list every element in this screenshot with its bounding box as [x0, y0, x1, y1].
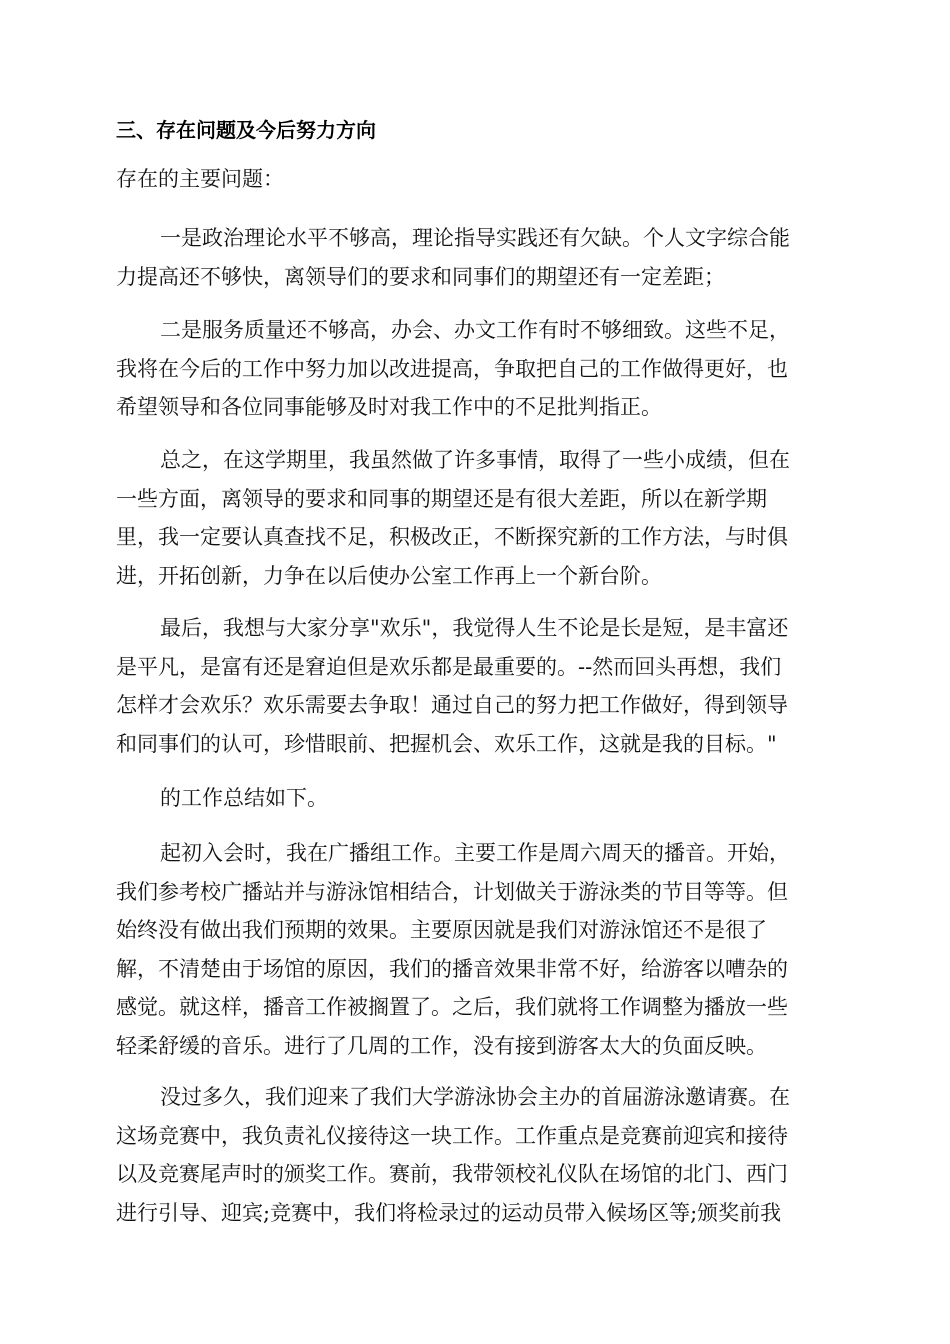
text-line: 进行引导、迎宾;竞赛中，我们将检录过的运动员带入候场区等;颁奖前我 — [116, 1200, 782, 1225]
text-line: 以及竞赛尾声时的颁奖工作。赛前，我带领校礼仪队在场馆的北门、西门 — [116, 1162, 788, 1186]
text-line: 希望领导和各位同事能够及时对我工作中的不足批判指正。 — [116, 395, 662, 419]
paragraph-5 — [116, 779, 836, 818]
paragraph-3 — [116, 441, 836, 595]
text-line: 的工作总结如下。 — [160, 786, 328, 810]
text-line: 是平凡，是富有还是窘迫但是欢乐都是最重要的。--然而回头再想，我们 — [116, 654, 782, 679]
paragraph-7 — [116, 1078, 836, 1232]
text-line: 始终没有做出我们预期的效果。主要原因就是我们对游泳馆还不是很了 — [116, 918, 767, 942]
text-line: 力提高还不够快，离领导们的要求和同事们的期望还有一定差距； — [116, 264, 725, 289]
paragraph-2 — [116, 311, 836, 427]
paragraph-1 — [116, 219, 836, 296]
text-line: 我们参考校广播站并与游泳馆相结合，计划做关于游泳类的节目等等。但 — [116, 879, 788, 904]
text-line: 这场竞赛中，我负责礼仪接待这一块工作。工作重点是竞赛前迎宾和接待 — [116, 1123, 788, 1148]
text-line: 起初入会时，我在广播组工作。主要工作是周六周天的播音。开始， — [160, 841, 790, 865]
text-line: 和同事们的认可，珍惜眼前、把握机会、欢乐工作，这就是我的目标。" — [116, 731, 777, 756]
text-line: 没过多久，我们迎来了我们大学游泳协会主办的首届游泳邀请赛。在 — [160, 1085, 790, 1109]
text-line: 轻柔舒缓的音乐。进行了几周的工作，没有接到游客太大的负面反映。 — [116, 1033, 767, 1058]
subheading — [116, 160, 836, 199]
text-line: 我将在今后的工作中努力加以改进提高，争取把自己的工作做得更好，也 — [116, 356, 788, 381]
section-heading: 三、存在问题及今后努力方向 — [116, 118, 376, 142]
text-line: 一些方面，离领导的要求和同事的期望还是有很大差距，所以在新学期 — [116, 486, 767, 511]
text-line: 一是政治理论水平不够高，理论指导实践还有欠缺。个人文字综合能 — [160, 226, 790, 250]
paragraph-6 — [116, 834, 836, 1065]
text-line: 里，我一定要认真查找不足，积极改正，不断探究新的工作方法，与时俱 — [116, 525, 788, 549]
text-line: 进，开拓创新，力争在以后使办公室工作再上一个新台阶。 — [116, 563, 662, 588]
text-line: 最后，我想与大家分享"欢乐"，我觉得人生不论是长是短，是丰富还 — [160, 616, 789, 640]
text-line: 二是服务质量还不够高，办会、办文工作有时不够细致。这些不足， — [160, 318, 790, 342]
text-line: 解，不清楚由于场馆的原因，我们的播音效果非常不好，给游客以嘈杂的 — [116, 956, 788, 981]
text-line: 总之，在这学期里，我虽然做了许多事情，取得了一些小成绩，但在 — [160, 448, 790, 472]
text-line: 怎样才会欢乐？欢乐需要去争取！通过自己的努力把工作做好，得到领导 — [116, 693, 788, 717]
text-line: 感觉。就这样，播音工作被搁置了。之后，我们就将工作调整为播放一些 — [116, 995, 788, 1019]
paragraph-4 — [116, 609, 836, 763]
text-line: 存在的主要问题： — [116, 167, 284, 191]
